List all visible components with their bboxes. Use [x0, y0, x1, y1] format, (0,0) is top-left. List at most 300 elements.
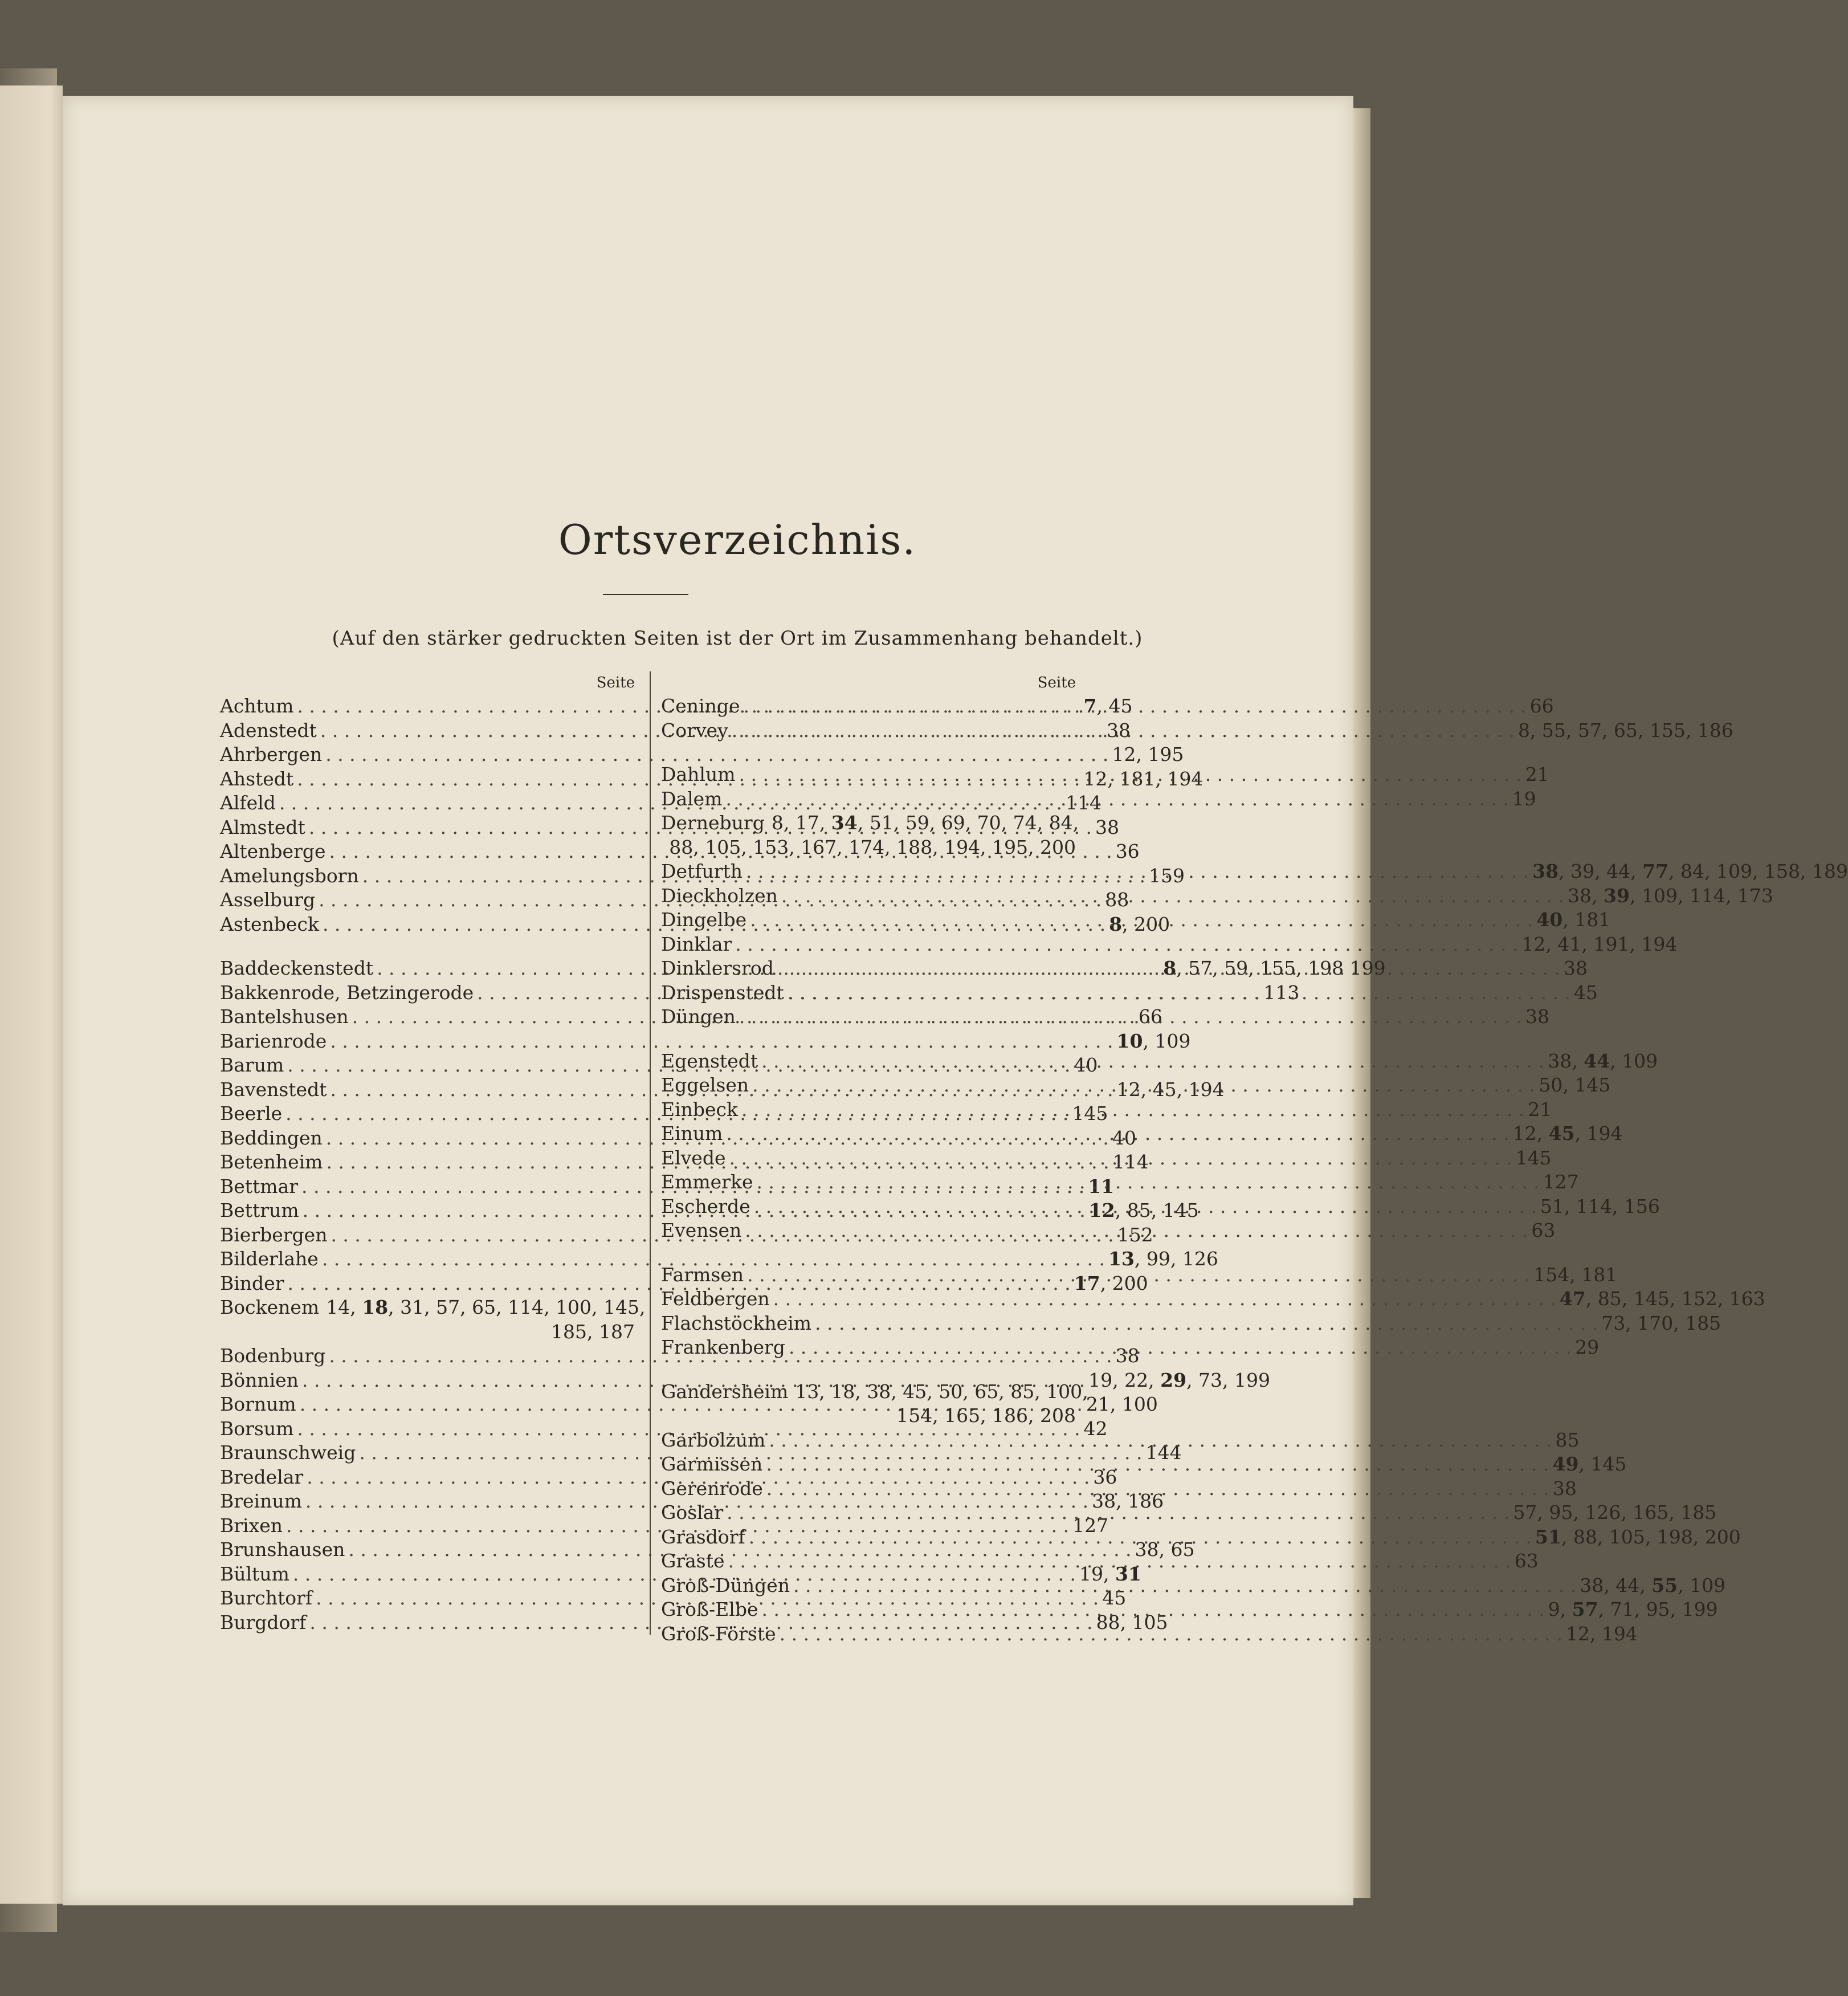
place-name: Bilderlahe: [220, 1248, 319, 1270]
page-numbers: 10, 109: [1116, 1029, 1191, 1052]
page-number: 21: [1525, 763, 1549, 785]
place-name: Bettmar: [220, 1175, 299, 1197]
place-name: Beerle: [220, 1102, 283, 1125]
page-number-bold: 12: [1088, 1199, 1115, 1221]
page-number: 194: [1586, 1122, 1623, 1144]
page-number: 36: [1093, 1465, 1117, 1488]
page-number-bold: 10: [1116, 1029, 1143, 1052]
page-number-bold: 45: [1548, 1122, 1575, 1144]
letter-group-gap: [661, 743, 1076, 763]
page-number-bold: 31: [1115, 1562, 1141, 1585]
page-number: 199: [1682, 1598, 1718, 1620]
page-number-bold: 40: [1536, 909, 1563, 931]
page-numbers: 12, 195: [1112, 743, 1184, 765]
place-name: Bredelar: [220, 1465, 304, 1488]
leader-dots: [750, 908, 1533, 932]
place-name: Evensen: [661, 1219, 742, 1241]
page-number: 200: [1112, 1272, 1148, 1294]
page-number: 181: [1581, 1263, 1618, 1286]
page-numbers-continued: 154, 165, 186, 208: [896, 1404, 1076, 1427]
page-number: 45: [1102, 1587, 1127, 1609]
place-name: Beddingen: [220, 1126, 323, 1149]
page-number: 144: [1145, 1441, 1182, 1464]
leader-dots: [729, 1146, 1512, 1171]
place-name: Burgdorf: [220, 1611, 307, 1634]
page-number: 12: [1512, 1122, 1537, 1144]
page-number: 194: [1641, 932, 1678, 955]
page-number: 29: [1575, 1336, 1600, 1358]
place-name: Bakkenrode, Betzingerode: [220, 981, 474, 1004]
page-number: 50: [1539, 1074, 1563, 1096]
page-number: 154: [1533, 1263, 1570, 1286]
page-number: 109: [1622, 1049, 1658, 1072]
place-name: Altenberge: [220, 840, 326, 862]
page-number: 100: [1121, 1393, 1158, 1415]
place-name: Corvey: [661, 719, 728, 742]
leader-dots: [766, 1452, 1549, 1477]
page-number: 73: [1601, 1311, 1626, 1334]
page-number: 200: [1134, 913, 1170, 935]
leader-dots: [789, 1335, 1572, 1360]
page-number: 145: [1515, 1146, 1552, 1169]
page-number: 84: [1049, 812, 1073, 834]
page-number: 13: [795, 1380, 819, 1403]
page-number: 191: [1593, 932, 1630, 955]
page-number-bold: 55: [1651, 1574, 1678, 1596]
page-number: 71: [1610, 1598, 1634, 1620]
page-number: 40: [1074, 1054, 1098, 1076]
page-number: 194: [1167, 767, 1204, 790]
page-numbers: 57, 95, 126, 165, 185: [1513, 1501, 1717, 1524]
page-number: 127: [1072, 1514, 1109, 1537]
page-number: 57: [436, 1296, 460, 1318]
page-number-bold: 34: [831, 812, 858, 834]
page-number: 51: [869, 812, 894, 834]
page-number: 18: [831, 1380, 855, 1403]
page-number: 57: [1513, 1501, 1537, 1524]
page-numbers: [1564, 956, 1588, 981]
page-number: 41: [1557, 932, 1582, 955]
page-numbers: [1095, 816, 1119, 840]
place-name: Amelungsborn: [220, 864, 359, 887]
page-number: 114: [1065, 792, 1102, 814]
page-number: 114: [1112, 1151, 1149, 1173]
place-name: Dinklar: [661, 932, 732, 955]
page-number: 194: [1188, 1078, 1225, 1101]
page-number: 59: [905, 812, 929, 834]
place-name: Binder: [220, 1272, 284, 1294]
index-entry: [661, 932, 1678, 957]
page-number: 65: [472, 1296, 496, 1318]
page-number: 165: [1633, 1501, 1669, 1524]
letter-group-gap: [220, 936, 635, 956]
place-name: Bockenem: [220, 1296, 320, 1318]
page-number: 85: [1127, 1199, 1151, 1221]
place-name: Dingelbe: [661, 909, 747, 931]
page-number: 145: [1162, 1199, 1199, 1221]
page-numbers: [1575, 1335, 1599, 1360]
place-name: Bierbergen: [220, 1223, 328, 1246]
leader-dots: [745, 1219, 1528, 1243]
page-number: 8: [771, 812, 784, 834]
page-numbers: [1525, 763, 1549, 787]
page-numbers: [1530, 694, 1554, 719]
page-numbers: 8, 57, 59, 155, 198 199: [1163, 957, 1386, 979]
place-name: Astenbeck: [220, 913, 319, 935]
place-name: Dahlum: [661, 763, 736, 785]
place-name: Brixen: [220, 1514, 283, 1537]
page-numbers: [1574, 981, 1598, 1005]
page-number: 45: [1108, 695, 1133, 717]
page-number: 38: [1568, 884, 1592, 907]
index-entry: [661, 811, 1079, 836]
page-numbers: 50, 145: [1539, 1074, 1611, 1096]
place-name: Bantelshusen: [220, 1005, 349, 1028]
page-number: 57: [1577, 719, 1602, 742]
page-number: 126: [1585, 1501, 1621, 1524]
page-numbers: 154, 181: [1533, 1263, 1618, 1286]
leader-dots: [788, 981, 1570, 1005]
leader-dots: [757, 1170, 1540, 1195]
leader-dots: [739, 1005, 1522, 1029]
page-number: 45: [1152, 1078, 1177, 1101]
page-numbers: 38, 44, 55, 109: [1580, 1574, 1726, 1596]
page-number: 8: [1517, 719, 1530, 742]
page-number-bold: 38: [1532, 860, 1559, 882]
page-number: 17: [795, 812, 819, 834]
place-name: Achtum: [220, 695, 294, 717]
page-number: 38: [1548, 1049, 1572, 1072]
page-number: 63: [1531, 1219, 1556, 1241]
page-numbers: 38, 65: [1135, 1538, 1195, 1561]
page-number-bold: 11: [1088, 1175, 1115, 1197]
leader-dots: [749, 1525, 1532, 1550]
place-name: Flachstöckheim: [661, 1311, 812, 1334]
page-numbers: 51, 114, 156: [1540, 1195, 1660, 1217]
place-name: Barum: [220, 1054, 284, 1076]
page-number: 12: [1083, 767, 1108, 790]
page-number: 44: [1606, 860, 1631, 882]
page-number: 181: [1119, 767, 1156, 790]
place-name: Bavenstedt: [220, 1078, 327, 1101]
index-entry: [661, 1287, 1765, 1311]
page-numbers: 38, 44, 109: [1548, 1049, 1658, 1072]
column-header: Seite: [1037, 674, 1076, 691]
page-number-bold: 8: [1109, 913, 1123, 935]
page-number: 12: [1565, 1622, 1590, 1645]
place-name: Betenheim: [220, 1151, 323, 1173]
place-name: Borsum: [220, 1417, 294, 1440]
page-number: 163: [1729, 1288, 1765, 1310]
page-numbers: 49, 145: [1552, 1453, 1627, 1475]
page-number: 59: [1224, 957, 1249, 979]
place-name: Bültum: [220, 1562, 289, 1585]
page-number: 31: [400, 1296, 425, 1318]
page-number: 170: [1637, 1311, 1674, 1334]
page-numbers: 8, 17, 34, 51, 59, 69, 70, 74, 84,: [771, 812, 1079, 834]
page-number: 114: [1576, 1195, 1612, 1217]
place-name: Goslar: [661, 1501, 724, 1524]
page-number: 181: [1574, 909, 1611, 931]
page-number: 198 199: [1308, 957, 1386, 979]
page-number: 114: [1689, 884, 1725, 907]
page-number: 12: [1116, 1078, 1141, 1101]
place-name: Groß-Förste: [661, 1622, 776, 1645]
page-number-bold: 29: [1160, 1368, 1187, 1391]
page-number: 85: [1597, 1288, 1622, 1310]
page-number: 63: [1514, 1550, 1539, 1572]
page-numbers: [1543, 1170, 1579, 1195]
letter-group-gap: [661, 1029, 1076, 1049]
page-number: 57: [1188, 957, 1213, 979]
facing-page: [0, 85, 63, 1904]
page-number: 74: [1013, 812, 1037, 834]
place-name: Alfeld: [220, 792, 276, 814]
page-number: 51: [1540, 1195, 1564, 1217]
page-numbers: 12, 45, 194: [1512, 1122, 1623, 1144]
leader-dots: [741, 1098, 1524, 1122]
place-name: Emmerke: [661, 1171, 753, 1193]
page-number: 14: [326, 1296, 350, 1318]
page-number: 65: [1613, 719, 1638, 742]
page-number: 50: [939, 1380, 963, 1403]
page-number: 145: [1590, 1453, 1627, 1475]
page-numbers: 88, 105: [1096, 1611, 1168, 1634]
place-name: Escherde: [661, 1195, 750, 1217]
leader-dots: [793, 1574, 1576, 1598]
page-number: 45: [903, 1380, 927, 1403]
page-numbers: 38, 186: [1092, 1490, 1164, 1512]
place-name: Bettrum: [220, 1199, 299, 1221]
page-number: 44: [1616, 1574, 1640, 1596]
leader-dots: [744, 694, 1527, 719]
page-number: 9: [1548, 1598, 1560, 1620]
page-number: 88: [1096, 1611, 1120, 1634]
page-number: 194: [1601, 1622, 1638, 1645]
place-name: Einum: [661, 1122, 723, 1144]
leader-dots: [781, 884, 1564, 909]
leader-dots: [761, 1049, 1544, 1074]
page-number: 185: [1685, 1311, 1721, 1334]
place-name: Barienrode: [220, 1029, 327, 1052]
place-name: Gandersheim: [661, 1380, 789, 1403]
page-number: 195: [1148, 743, 1184, 765]
place-name: Brunshausen: [220, 1538, 345, 1561]
place-name: Asselburg: [220, 889, 316, 911]
page-numbers: 9, 57, 71, 95, 199: [1548, 1598, 1718, 1620]
page-number: 19: [1088, 1368, 1113, 1391]
page-number-bold: 57: [1572, 1598, 1598, 1620]
place-name: Feldbergen: [661, 1288, 770, 1310]
page-numbers: 40, 181: [1536, 909, 1611, 931]
page-number: 156: [1623, 1195, 1660, 1217]
place-name: Ahrbergen: [220, 743, 323, 765]
place-name: Baddeckenstedt: [220, 957, 374, 979]
place-name: Dalem: [661, 787, 723, 810]
page-number: 40: [1112, 1126, 1136, 1149]
leader-dots: [735, 932, 1518, 957]
page-number: 99: [1146, 1248, 1170, 1270]
page-number: 145: [603, 1296, 640, 1318]
leader-dots: [769, 1428, 1552, 1453]
place-name: Egenstedt: [661, 1049, 758, 1072]
page-numbers: [1528, 1098, 1552, 1122]
place-name: Groß-Düngen: [661, 1574, 790, 1596]
place-name: Eggelsen: [661, 1074, 749, 1096]
place-name: Graste: [661, 1550, 725, 1572]
leader-dots: [766, 1477, 1549, 1501]
page-number: 65: [974, 1380, 999, 1403]
page-number: 145: [1574, 1074, 1611, 1096]
page-title: Ortsverzeichnis.: [558, 516, 917, 564]
index-entry: [220, 1247, 1218, 1272]
page-numbers: 8, 55, 57, 65, 155, 186: [1517, 719, 1733, 742]
leader-dots: [727, 1501, 1510, 1525]
page-number: 66: [1529, 695, 1554, 717]
page-number: 38: [1525, 1005, 1550, 1028]
page-number: 22: [1124, 1368, 1149, 1391]
page-number: 42: [1083, 1417, 1108, 1440]
page-number-bold: 39: [1604, 884, 1630, 907]
leader-dots: [728, 1549, 1511, 1574]
page-numbers: 38, 39, 109, 114, 173: [1568, 884, 1773, 907]
page-number: 38: [867, 1380, 891, 1403]
page-number: 198: [1657, 1525, 1693, 1548]
page-number: 109: [1155, 1029, 1191, 1052]
page-number: 66: [1138, 1005, 1162, 1028]
index-entry: [661, 1380, 1088, 1404]
page-number: 186: [1697, 719, 1733, 742]
place-name: Braunschweig: [220, 1441, 356, 1464]
page-number-bold: 7: [1083, 695, 1097, 717]
page-number-bold: 44: [1584, 1049, 1610, 1072]
page-numbers: [1515, 1549, 1539, 1574]
page-number: 38: [1115, 1345, 1140, 1367]
letter-group-gap: [661, 1360, 1076, 1380]
letter-group-gap: [661, 1243, 1076, 1263]
page-number: 21: [1528, 1098, 1552, 1121]
page-number-bold: 47: [1559, 1288, 1586, 1310]
leader-dots: [773, 1287, 1556, 1311]
page-number: 152: [1117, 1223, 1153, 1246]
place-name: Derneburg: [661, 812, 765, 834]
place-name: Breinum: [220, 1490, 302, 1512]
page-number: 38: [1107, 719, 1131, 742]
page-numbers: 17, 200: [1074, 1272, 1148, 1294]
leader-dots: [777, 956, 1560, 981]
page-number: 39: [1570, 860, 1595, 882]
page-numbers: 12, 194: [1565, 1622, 1638, 1645]
page-number: 88: [1105, 889, 1129, 911]
page-numbers: [1516, 1146, 1552, 1171]
place-name: Grasdorf: [661, 1525, 745, 1548]
page-number: 38: [1580, 1574, 1604, 1596]
page-number: 88: [1573, 1525, 1597, 1548]
page-number: 145: [1072, 1102, 1108, 1125]
page-number: 186: [1128, 1490, 1164, 1512]
page-numbers: 19, 31: [1079, 1562, 1141, 1585]
page-number: 109: [1716, 860, 1752, 882]
page-numbers-continued: 185, 187: [551, 1320, 635, 1343]
page-numbers: [1555, 1428, 1579, 1453]
page-number-bold: 13: [1108, 1248, 1135, 1270]
page-number: 38: [1135, 1538, 1159, 1561]
column-header: Seite: [596, 674, 635, 691]
index-entry: [220, 1029, 1191, 1054]
page-number: 12: [1521, 932, 1546, 955]
leader-dots: [739, 763, 1522, 787]
place-name: Dieckholzen: [661, 884, 778, 907]
leader-dots: [762, 1598, 1545, 1622]
index-entry: [220, 743, 1184, 767]
column-divider: [650, 671, 651, 1635]
page-number-bold: 8: [1163, 957, 1177, 979]
page-number: 199: [1234, 1368, 1271, 1391]
page-number: 36: [1115, 840, 1140, 862]
page-number: 38: [1095, 816, 1119, 838]
page-number: 100: [556, 1296, 592, 1318]
index-entry: [220, 1296, 646, 1320]
place-name: Gerenrode: [661, 1477, 763, 1500]
page-numbers: [1531, 1219, 1555, 1243]
place-name: Frankenberg: [661, 1336, 785, 1358]
page-number: 155: [1649, 719, 1686, 742]
page-number: 158: [1764, 860, 1800, 882]
page-number: 200: [1704, 1525, 1741, 1548]
page-number: 21: [1086, 1393, 1110, 1415]
place-name: Ceninge: [661, 695, 740, 717]
page-number-bold: 18: [362, 1296, 389, 1318]
leader-dots: [780, 1622, 1563, 1647]
page-number: 109: [1690, 1574, 1726, 1596]
page-number: 38: [1552, 1477, 1577, 1500]
page-number: 19: [1512, 787, 1536, 810]
place-name: Bornum: [220, 1393, 296, 1415]
page-number: 95: [1549, 1501, 1573, 1524]
place-name: Detfurth: [661, 860, 743, 882]
page-numbers: 12, 41, 191, 194: [1521, 932, 1678, 955]
page-numbers: [1525, 1005, 1549, 1029]
page-numbers: 73, 170, 185: [1601, 1311, 1721, 1334]
page-numbers: 12, 45, 194: [1116, 1078, 1225, 1101]
page-numbers: 51, 88, 105, 198, 200: [1535, 1525, 1741, 1548]
page-numbers: 47, 85, 145, 152, 163: [1559, 1288, 1765, 1310]
page-number: 73: [1198, 1368, 1223, 1391]
place-name: Düngen: [661, 1005, 736, 1028]
page-number: 159: [1148, 864, 1185, 887]
place-name: Einbeck: [661, 1098, 739, 1121]
page-number: 12: [1112, 743, 1136, 765]
page-numbers-continued: 88, 105, 153, 167, 174, 188, 194, 195, 200: [669, 836, 1076, 858]
page-number: 65: [1170, 1538, 1195, 1561]
page-number: 114: [508, 1296, 544, 1318]
leader-dots: [754, 1195, 1537, 1219]
leader-dots: [815, 1311, 1598, 1336]
page-number: 145: [1633, 1288, 1670, 1310]
leader-dots: [726, 1122, 1509, 1146]
place-name: Burchtorf: [220, 1587, 313, 1609]
page-number: 38: [1564, 957, 1588, 979]
leader-dots: [726, 787, 1509, 812]
page-number: 152: [1681, 1288, 1718, 1310]
leader-dots: [747, 1263, 1530, 1288]
page-numbers: 13, 18, 38, 45, 50, 65, 85, 100,: [795, 1380, 1088, 1403]
page-numbers: 8, 200: [1109, 913, 1170, 935]
page-number: 85: [1010, 1380, 1035, 1403]
page-number: 85: [1555, 1428, 1580, 1451]
page-number: 100: [1046, 1380, 1083, 1403]
page-number: 55: [1541, 719, 1566, 742]
